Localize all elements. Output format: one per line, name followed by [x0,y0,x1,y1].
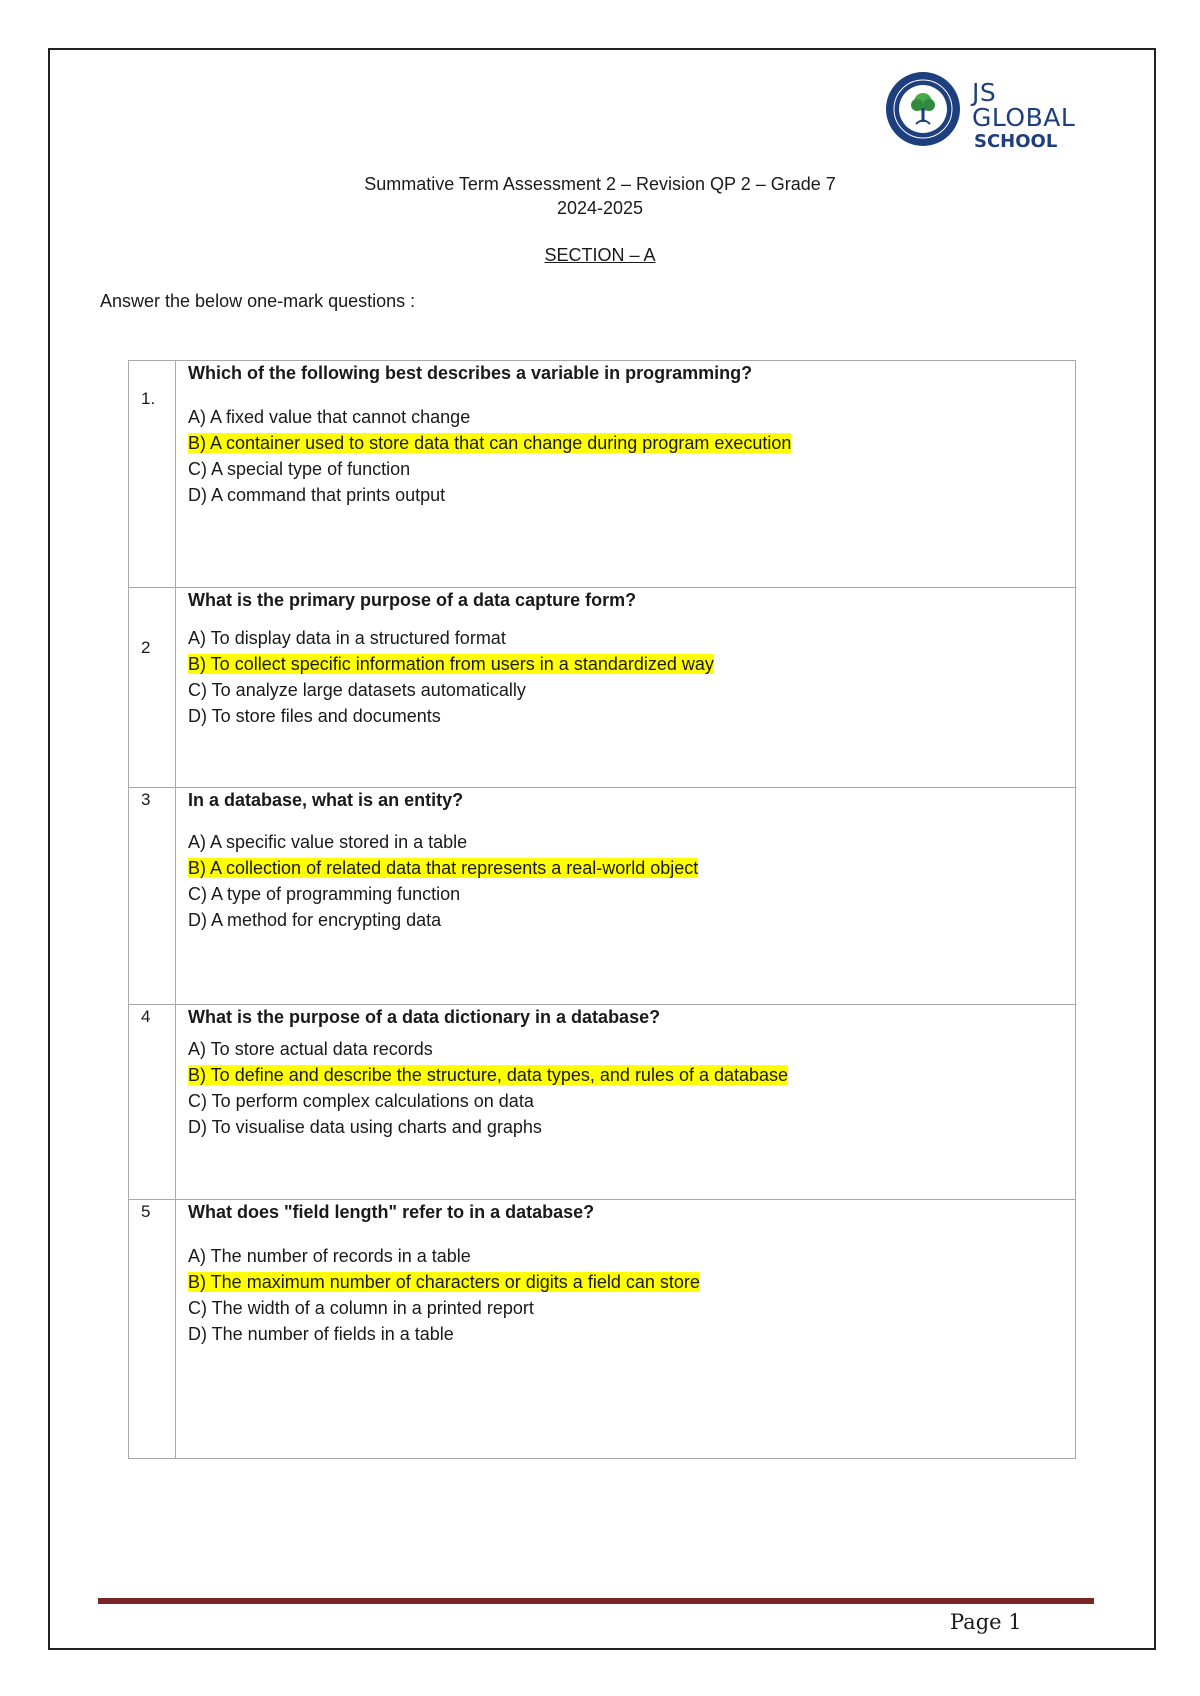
option-b-correct: B) A container used to store data that can change during program execution [188,433,792,453]
option-c: C) The width of a column in a printed report [188,1298,534,1318]
logo-line1: JS GLOBAL [972,78,1076,132]
question-number: 3 [141,790,151,809]
section-heading: SECTION – A [544,245,656,265]
question-body-cell [176,1005,1076,1200]
question-body-cell [176,788,1076,1005]
footer-rule [98,1598,1094,1604]
option-a: A) A specific value stored in a table [188,832,468,852]
option-d: D) A command that prints output [188,485,446,505]
option-a: A) To store actual data records [188,1039,433,1059]
question-number: 4 [141,1007,151,1026]
question-text: What is the purpose of a data dictionary in a database? [188,1007,661,1027]
question-body-cell [176,588,1076,788]
school-logo [884,70,1094,150]
option-c: C) To perform complex calculations on data [188,1091,534,1111]
logo-line2: SCHOOL [974,131,1058,152]
document-title: Summative Term Assessment 2 – Revision QP 2 – Grade 7 [364,174,836,194]
instructions: Answer the below one-mark questions : [100,291,416,311]
option-a: A) A fixed value that cannot change [188,407,471,427]
option-d: D) A method for encrypting data [188,910,442,930]
school-seal-icon [884,70,962,148]
question-number: 1. [141,389,156,408]
option-b-correct: B) To define and describe the structure, data types, and rules of a database [188,1065,789,1085]
question-number-cell [129,788,176,1005]
option-c: C) A special type of function [188,459,411,479]
option-d: D) To store files and documents [188,706,441,726]
option-a: A) The number of records in a table [188,1246,471,1266]
question-body-cell [176,1200,1076,1459]
question-text: Which of the following best describes a variable in programming? [188,363,753,383]
question-body-cell [176,361,1076,588]
question-row [129,361,1076,588]
question-number-cell [129,1200,176,1459]
option-d: D) The number of fields in a table [188,1324,454,1344]
option-d: D) To visualise data using charts and graphs [188,1117,542,1137]
question-row [129,1200,1076,1459]
page-number: Page 1 [950,1610,1022,1634]
questions-table [128,360,1076,1459]
option-b-correct: B) To collect specific information from users in a standardized way [188,654,714,674]
question-number: 5 [141,1202,151,1221]
option-c: C) A type of programming function [188,884,461,904]
question-text: What does "field length" refer to in a database? [188,1202,595,1222]
academic-year: 2024-2025 [556,198,644,218]
question-row [129,588,1076,788]
question-number-cell [129,1005,176,1200]
option-c: C) To analyze large datasets automatically [188,680,526,700]
option-a: A) To display data in a structured format [188,628,506,648]
option-b-correct: B) The maximum number of characters or digits a field can store [188,1272,700,1292]
question-number: 2 [141,638,151,657]
question-row [129,1005,1076,1200]
question-number-cell [129,588,176,788]
question-row [129,788,1076,1005]
option-b-correct: B) A collection of related data that represents a real-world object [188,858,699,878]
question-number-cell [129,361,176,588]
logo-wordmark [972,80,1094,151]
question-text: In a database, what is an entity? [188,790,464,810]
question-text: What is the primary purpose of a data capture form? [188,590,637,610]
